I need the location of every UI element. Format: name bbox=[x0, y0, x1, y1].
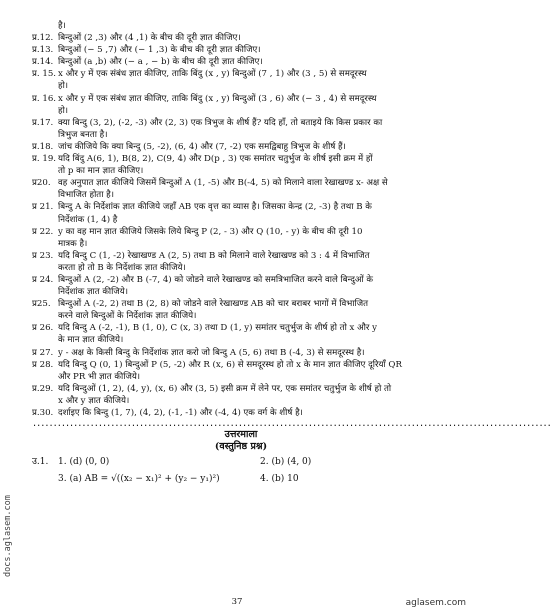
question-line: के मान ज्ञात कीजिये। bbox=[58, 335, 124, 346]
page-number: 37 bbox=[231, 597, 243, 607]
question-item bbox=[32, 20, 450, 32]
question-line: यदि बिंदु A(6, 1), B(8, 2), C(9, 4) और D(p , 3) एक समांतर चतुर्भुज के शीर्ष इसी क्रम में हों bbox=[58, 154, 373, 165]
answers-title: उत्तरमाला bbox=[224, 429, 258, 441]
question-number: प्र.14. bbox=[32, 57, 54, 68]
question-line: तो p का मान ज्ञात कीजिए। bbox=[58, 166, 144, 177]
question-text bbox=[58, 68, 450, 92]
question-line: यदि बिन्दु C (1, -2) रेखाखण्ड A (2, 5) तथा B को मिलाने वाले रेखाखण्ड को 3 : 4 में विभाजित bbox=[58, 250, 370, 261]
question-item bbox=[32, 68, 450, 92]
question-text bbox=[58, 153, 450, 177]
question-number: प्र 26. bbox=[32, 323, 54, 334]
question-line: यदि बिन्दु Q (0, 1) बिन्दुओं P (5, -2) और R (x, 6) से समदूरस्थ हो तो x के मान ज्ञात कीजिए दूरियाँ QR bbox=[58, 359, 402, 370]
question-line: यदि बिन्दुओं (1, 2), (4, y), (x, 6) और (3, 5) इसी क्रम में लेने पर, एक समांतर चतुर्भुज के शीर्ष हो तो bbox=[58, 383, 392, 394]
question-text bbox=[58, 298, 450, 322]
question-text bbox=[58, 56, 450, 68]
question-number: प्र20. bbox=[32, 178, 51, 189]
question-line: करता हो तो B के निर्देशांक ज्ञात कीजिये। bbox=[58, 262, 186, 273]
question-item bbox=[32, 347, 450, 359]
question-item bbox=[32, 298, 450, 322]
question-text bbox=[58, 226, 450, 250]
question-item bbox=[32, 32, 450, 44]
question-number: प्र 22. bbox=[32, 226, 54, 237]
question-line: करने वाले बिन्दुओं के निर्देशांक ज्ञात कीजिये। bbox=[58, 311, 197, 322]
question-item bbox=[32, 201, 450, 225]
question-item bbox=[32, 56, 450, 68]
question-number: प्र.29. bbox=[32, 383, 54, 394]
question-line: बिन्दुओं A (2, -2) और B (-7, 4) को जोडने वाले रेखाखण्ड को समत्रिभाजित करने वाले बिन्दुओं के bbox=[58, 274, 374, 285]
question-line: है। bbox=[58, 21, 66, 31]
answer-left: 3. (a) AB = √((x₂ − x₁)² + (y₂ − y₁)²) bbox=[58, 474, 220, 485]
question-number: प्र 24. bbox=[32, 274, 54, 285]
question-number: प्र.13. bbox=[32, 45, 54, 56]
question-line: x और y में एक संबंध ज्ञात कीजिए, ताकि बिंदु (x , y) बिन्दुओं (7 , 1) और (3 , 5) से समदूरस्थ bbox=[58, 69, 367, 80]
answers-subtitle: (वस्तुनिष्ठ प्रश्न) bbox=[214, 441, 268, 453]
question-line: बिन्दु A के निर्देशांक ज्ञात कीजिये जहाँ AB एक वृत्त का व्यास है। जिसका केन्द्र (2, -3) है तथा B के bbox=[58, 202, 372, 213]
question-line: और PR भी ज्ञात कीजिये। bbox=[58, 371, 141, 382]
question-number: प्र 21. bbox=[32, 202, 54, 213]
worksheet bbox=[32, 20, 551, 487]
answer-right: 2. (b) (4, 0) bbox=[260, 457, 312, 468]
question-text bbox=[58, 407, 450, 419]
question-text bbox=[58, 177, 450, 201]
question-item bbox=[32, 226, 450, 250]
question-item bbox=[32, 274, 450, 298]
question-line: x और y में एक संबंध ज्ञात कीजिए, ताकि बिंदु (x , y) बिन्दुओं (3 , 6) और (− 3 , 4) से समदूरस्थ bbox=[58, 93, 377, 104]
question-line: y - अक्ष के किसी बिन्दु के निर्देशांक ज्ञात करो जो बिन्दु A (5, 6) तथा B (-4, 3) से समदूरस्थ है। bbox=[58, 347, 365, 358]
section-divider: .............................................................................................................................. bbox=[32, 419, 551, 430]
question-text bbox=[58, 93, 450, 117]
question-list bbox=[32, 20, 450, 419]
question-item bbox=[32, 250, 450, 274]
question-text bbox=[58, 141, 450, 153]
answer-list bbox=[32, 455, 450, 487]
question-text bbox=[58, 32, 450, 44]
question-text bbox=[58, 250, 450, 274]
question-text bbox=[58, 20, 450, 32]
question-line: हो। bbox=[58, 81, 69, 92]
question-line: क्या बिन्दु (3, 2), (-2, -3) और (2, 3) एक त्रिभुज के शीर्ष हैं? यदि हाँ, तो बताइये कि किस प्रकार का bbox=[58, 117, 383, 128]
question-line: त्रिभुज बनता है। bbox=[58, 129, 108, 140]
answer-label bbox=[32, 472, 58, 487]
question-line: बिन्दुओं A (-2, 2) तथा B (2, 8) को जोडने वाले रेखाखण्ड AB को चार बराबर भागों में विभाजित bbox=[58, 299, 369, 310]
question-item bbox=[32, 93, 450, 117]
question-number: प्र 23. bbox=[32, 250, 54, 261]
side-watermark: docs.aglasem.com bbox=[3, 495, 13, 577]
question-item bbox=[32, 141, 450, 153]
question-item bbox=[32, 359, 450, 383]
question-item bbox=[32, 407, 450, 419]
question-number: प्र 28. bbox=[32, 359, 54, 370]
question-text bbox=[58, 201, 450, 225]
answer-right: 4. (b) 10 bbox=[260, 474, 299, 485]
question-text bbox=[58, 383, 450, 407]
question-line: बिन्दुओं (a ,b) और (− a , − b) के बीच की दूरी ज्ञात कीजिए। bbox=[58, 57, 263, 68]
question-line: मात्रक है। bbox=[58, 238, 88, 249]
question-item bbox=[32, 383, 450, 407]
answer-left: 1. (d) (0, 0) bbox=[58, 457, 110, 468]
question-number: प्र. 15. bbox=[32, 69, 57, 80]
question-number: प्र.17. bbox=[32, 117, 54, 128]
brand-logo: aglasem.com bbox=[405, 598, 466, 608]
question-line: बिन्दुओं (− 5 ,7) और (− 1 ,3) के बीच की दूरी ज्ञात कीजिए। bbox=[58, 45, 261, 56]
question-item bbox=[32, 322, 450, 346]
question-number: प्र.30. bbox=[32, 408, 54, 418]
question-line: दर्शाइए कि बिन्दु (1, 7), (4, 2), (-1, -1) और (-4, 4) एक वर्ग के शीर्ष है। bbox=[58, 408, 303, 418]
question-line: वह अनुपात ज्ञात कीजिये जिसमें बिन्दुओं A (1, -5) और B(-4, 5) को मिलाने वाला रेखाखण्ड x- अक्ष से bbox=[58, 178, 388, 189]
question-text bbox=[58, 347, 450, 359]
question-number: प्र.12. bbox=[32, 33, 54, 44]
question-item bbox=[32, 117, 450, 141]
question-line: जांच कीजिये कि क्या बिन्दु (5, -2), (6, 4) और (7, -2) एक समद्विबाहु त्रिभुज के शीर्ष हैं। bbox=[58, 141, 346, 152]
question-line: हो। bbox=[58, 105, 69, 116]
question-text bbox=[58, 117, 450, 141]
question-text bbox=[58, 322, 450, 346]
question-text bbox=[58, 44, 450, 56]
question-text bbox=[58, 274, 450, 298]
question-number: प्र. 19. bbox=[32, 154, 57, 165]
answer-row bbox=[32, 455, 450, 470]
question-line: निर्देशांक (1, 4) है bbox=[58, 214, 118, 225]
question-number: प्र. 16. bbox=[32, 93, 57, 104]
question-number: प्र25. bbox=[32, 299, 51, 310]
question-number: प्र 27. bbox=[32, 347, 54, 358]
question-line: यदि बिन्दु A (-2, -1), B (1, 0), C (x, 3) तथा D (1, y) समांतर चतुर्भुज के शीर्ष हो तो x और y bbox=[58, 323, 378, 334]
question-line: y का वह मान ज्ञात कीजिये जिसके लिये बिन्दु P (2, - 3) और Q (10, - y) के बीच की दूरी 10 bbox=[58, 226, 363, 237]
answer-row bbox=[32, 472, 450, 487]
question-item bbox=[32, 44, 450, 56]
question-item bbox=[32, 177, 450, 201]
question-item bbox=[32, 153, 450, 177]
question-text bbox=[58, 359, 450, 383]
question-line: विभाजित होता है। bbox=[58, 190, 114, 201]
question-line: निर्देशांक ज्ञात कीजिये। bbox=[58, 287, 128, 298]
question-number: प्र.18. bbox=[32, 141, 54, 152]
answer-label: उ.1. bbox=[32, 457, 49, 468]
question-line: x और y ज्ञात कीजिये। bbox=[58, 395, 130, 406]
question-line: बिन्दुओं (2 ,3) और (4 ,1) के बीच की दूरी ज्ञात कीजिए। bbox=[58, 33, 241, 44]
